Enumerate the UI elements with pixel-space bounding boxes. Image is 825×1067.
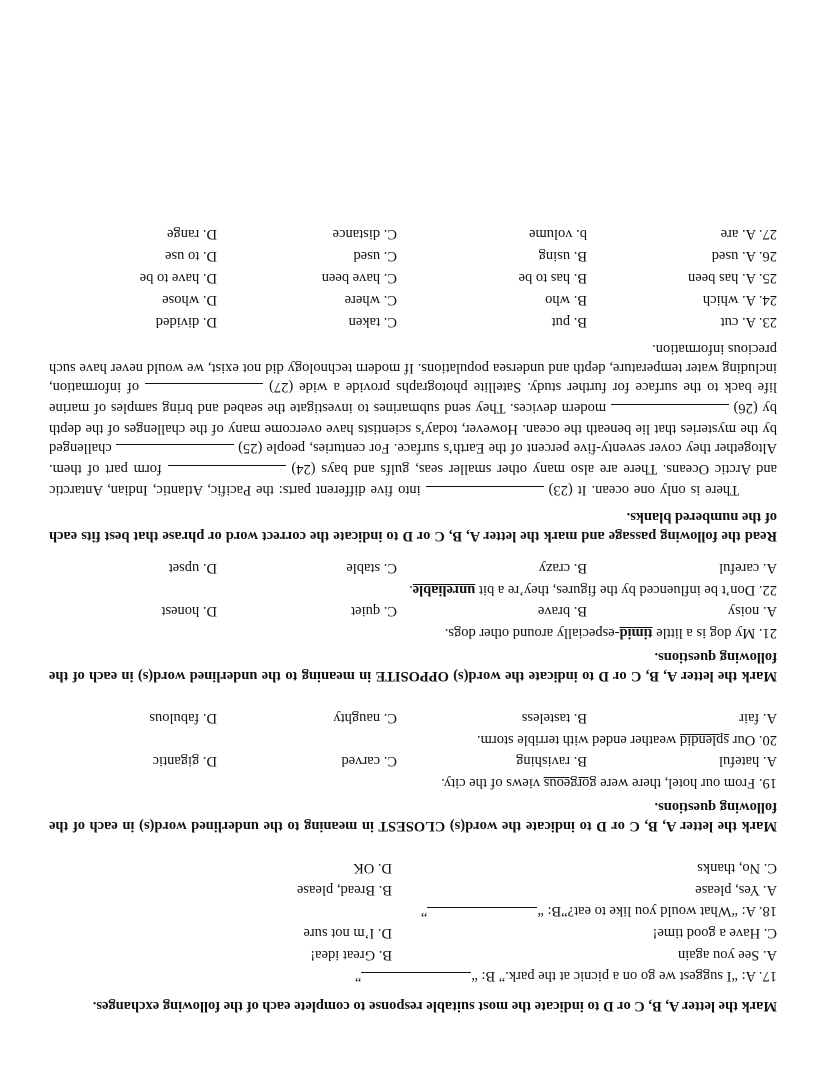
blank-23 [426, 486, 544, 501]
option-19d: D. gigantic [152, 753, 217, 769]
option-23d: D. divided [155, 314, 217, 330]
passage-part-6: of information, including water temperature, depth and undersea populations. If modern technology did not exist, we would never have such precious information. [49, 341, 777, 395]
option-22a: A. careful [719, 560, 777, 576]
option-21b: B. brave [537, 603, 587, 619]
question-20 [49, 729, 777, 750]
question-21-underlined: timid [619, 625, 653, 641]
section-instruction-passage: Read the following passage and mark the letter A, B, C or D to indicate the correct word or phrase that best fits each of the numbered blanks. [49, 509, 777, 544]
options-26 [49, 245, 777, 267]
answer-blank [427, 907, 537, 922]
reading-passage [49, 339, 777, 501]
question-22-pre: 22. Don’t be influenced by the figures, they’re a bit [475, 582, 777, 598]
question-22-underlined: unreliable [412, 582, 476, 598]
option-24b: B. who [545, 292, 587, 308]
option-25a: 25. A. has been [688, 270, 777, 286]
question-19-pre: 19. From our hotel, there were [596, 775, 777, 791]
passage-part-4: challenged by the mysteries that lie beneath the ocean. However, today’s scientists have overcome many of the challenges of the depth by (26) [49, 400, 777, 456]
option-22c: C. stable [346, 560, 397, 576]
option-24a: 24. A. which [702, 292, 777, 308]
passage-part-2: into five different parts: the Pacific, Atlantic, Indian, Antarctic and Arctic Oceans. There are also many other smaller seas, gulfs and bays (24) [49, 461, 777, 498]
option-26c: C. used [353, 248, 397, 264]
option-18c: C. No, thanks [697, 860, 777, 876]
option-20b: B. tasteless [521, 710, 587, 726]
question-21-pre: 21. My dog is a little [652, 625, 777, 641]
option-27d: D. range [167, 226, 217, 242]
passage-part-1: There is only one ocean. It (23) [543, 482, 739, 498]
option-24c: C. where [344, 292, 397, 308]
option-17b: B. Great idea! [310, 947, 392, 963]
option-18a: A. Yes, please [695, 882, 777, 898]
blank-27 [145, 383, 263, 398]
option-21a: A. noisy [727, 603, 777, 619]
options-20 [49, 707, 777, 729]
option-19a: A. hateful [719, 753, 777, 769]
worksheet-content [49, 223, 777, 1015]
option-17a: A. See you again [677, 947, 777, 963]
option-21d: D. honest [161, 603, 217, 619]
options-18-row2 [49, 857, 777, 879]
options-25 [49, 267, 777, 289]
option-24d: D. whose [162, 292, 217, 308]
option-22b: B. crazy [538, 560, 587, 576]
answer-blank [361, 972, 471, 987]
options-18-row1 [49, 879, 777, 901]
option-23b: B. put [551, 314, 587, 330]
options-17-row1 [49, 944, 777, 966]
option-25c: C. have been [321, 270, 397, 286]
question-20-post: weather ended with terrible storm. [476, 732, 680, 748]
passage-part-3: form part of them. Altogether they cover seventy-five percent of the Earth’s surface. For centuries, people (25) [49, 440, 777, 477]
option-25d: D. have to be [139, 270, 217, 286]
question-21-post: -especially around other dogs. [444, 625, 620, 641]
option-27a: 27. A. are [720, 226, 777, 242]
question-19-post: views of the city. [441, 775, 544, 791]
option-22d: D. upset [168, 560, 217, 576]
option-26b: B. using [538, 248, 587, 264]
question-17-stem: 17. A: “I suggest we go on a picnic at the park.” B: “ [471, 968, 777, 984]
question-17 [49, 966, 777, 987]
option-23c: C. taken [348, 314, 397, 330]
section-instruction-opposite: Mark the letter A, B, C or D to indicate the word(s) OPPOSITE in meaning to the underlined word(s) in each of the following questions. [49, 649, 777, 684]
option-27b: b. volume [529, 226, 587, 242]
section-instruction-closest: Mark the letter A, B, C or D to indicate the word(s) CLOSEST in meaning to the underlined word(s) in each of the following questions. [49, 799, 777, 834]
option-25b: B. has to be [518, 270, 587, 286]
options-24 [49, 289, 777, 311]
question-22-post: . [409, 582, 413, 598]
section-instruction-exchanges: Mark the letter A, B, C or D to indicate the most suitable response to complete each of the following exchanges. [92, 998, 777, 1014]
option-18d: D. OK [353, 860, 392, 876]
question-18 [49, 901, 777, 922]
question-21 [49, 622, 777, 643]
question-20-pre: 20. Our [729, 732, 777, 748]
options-27 [49, 223, 777, 245]
option-18b: B. Bread, please [296, 882, 392, 898]
passage-part-5: modern devices. They send submarines to investigate the seabed and bring samples of marine life back to the surface for further study. Satellite photographs provide a wide (27) [49, 379, 777, 416]
option-19c: C. carved [341, 753, 397, 769]
option-20a: A. fair [739, 710, 777, 726]
question-22 [49, 579, 777, 600]
blank-24 [168, 465, 286, 480]
question-18-stem: 18. A: “What would you like to eat?”B: “ [537, 903, 777, 919]
options-22 [49, 557, 777, 579]
option-19b: B. ravishing [516, 753, 587, 769]
question-20-underlined: splendid [679, 732, 730, 748]
option-17c: C. Have a good time! [652, 925, 777, 941]
blank-25 [116, 444, 234, 459]
option-20c: C. naughty [333, 710, 397, 726]
options-19 [49, 750, 777, 772]
options-21 [49, 600, 777, 622]
options-17-row2 [49, 922, 777, 944]
option-21c: C. quiet [351, 603, 397, 619]
option-20d: D. fabulous [149, 710, 217, 726]
question-19-underlined: gorgeous [543, 775, 597, 791]
option-17d: D. I’m not sure [303, 925, 392, 941]
option-26d: D. to use [165, 248, 217, 264]
options-23 [49, 311, 777, 333]
question-17-close-quote: ” [354, 968, 362, 984]
blank-26 [611, 404, 729, 419]
option-27c: C. distance [332, 226, 397, 242]
question-19 [49, 772, 777, 793]
question-18-close-quote: ” [420, 903, 428, 919]
option-26a: 26. A. used [711, 248, 777, 264]
option-23a: 23. A. cut [720, 314, 777, 330]
